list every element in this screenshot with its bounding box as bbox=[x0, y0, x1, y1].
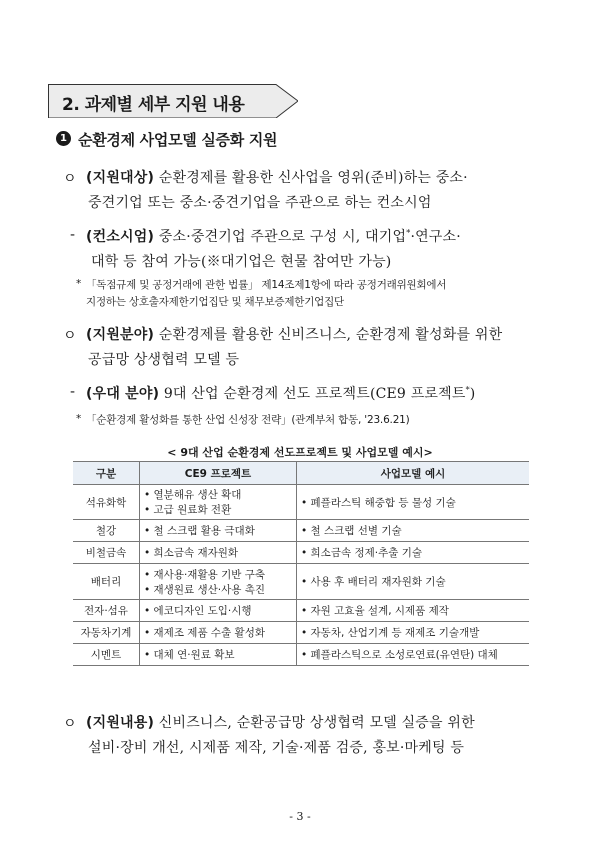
paragraph-consortium-line1: (컨소시엄) 중소·중견기업 주관으로 구성 시, 대기업*·연구소· bbox=[86, 228, 461, 245]
row-category: 비철금속 bbox=[73, 542, 140, 564]
row-model: • 사용 후 배터리 재자원화 기술 bbox=[297, 564, 530, 600]
subsection-number-badge: 1 bbox=[56, 131, 71, 146]
row-category: 석유화학 bbox=[73, 485, 140, 520]
row-model: • 폐플라스틱 해중합 등 물성 기술 bbox=[297, 485, 530, 520]
table-row bbox=[73, 644, 529, 666]
table-row bbox=[73, 485, 529, 520]
paragraph-field-line1: (지원분야) 순환경제를 활용한 신비즈니스, 순환경제 활성화를 위한 bbox=[86, 327, 503, 343]
subsection-title: 순환경제 사업모델 실증화 지원 bbox=[78, 131, 278, 149]
paragraph-field-line2: 공급망 상생협력 모델 등 bbox=[88, 352, 240, 368]
table-row bbox=[73, 564, 529, 600]
row-category: 시멘트 bbox=[73, 644, 140, 666]
paragraph-label: (우대 분야) bbox=[86, 386, 160, 402]
paragraph-target-line1: (지원대상) 순환경제를 활용한 신사업을 영위(준비)하는 중소· bbox=[86, 170, 468, 186]
row-model: • 폐플라스틱으로 소성로연료(유연탄) 대체 bbox=[297, 644, 530, 666]
section-title: 2. 과제별 세부 지원 내용 bbox=[62, 95, 245, 115]
table-row bbox=[73, 600, 529, 622]
row-ce9: • 철 스크랩 활용 극대화 bbox=[140, 520, 297, 542]
paragraph-preferred-line1: (우대 분야) 9대 산업 순환경제 선도 프로젝트(CE9 프로젝트*) bbox=[86, 385, 476, 402]
row-ce9: • 대체 연·원료 확보 bbox=[140, 644, 297, 666]
footnote-marker: * bbox=[76, 278, 82, 290]
page-number: - 3 - bbox=[289, 810, 311, 823]
paragraph-label: (지원내용) bbox=[86, 715, 155, 731]
row-ce9: • 희소금속 재자원화 bbox=[140, 542, 297, 564]
footnote-strategy: 「순환경제 활성화를 통한 산업 신성장 전략」(관계부처 합동, '23.6.21) bbox=[86, 414, 410, 426]
row-category: 배터리 bbox=[73, 564, 140, 600]
paragraph-content-line1: (지원내용) 신비즈니스, 순환공급망 상생협력 모델 실증을 위한 bbox=[86, 715, 475, 731]
row-model: • 희소금속 정제·추출 기술 bbox=[297, 542, 530, 564]
bullet-dash-marker: - bbox=[70, 227, 76, 243]
table-row bbox=[73, 622, 529, 644]
bullet-circle-marker: ㅇ bbox=[63, 328, 77, 344]
paragraph-target-line2: 중견기업 또는 중소·중견기업을 주관으로 하는 컨소시엄 bbox=[88, 195, 432, 211]
footnote-line2: 지정하는 상호출자제한기업집단 및 채무보증제한기업집단 bbox=[86, 296, 344, 308]
row-model: • 철 스크랩 선별 기술 bbox=[297, 520, 530, 542]
bullet-circle-marker: ㅇ bbox=[63, 716, 77, 732]
bullet-circle-marker: ㅇ bbox=[63, 171, 77, 187]
row-ce9: • 열분해유 생산 확대 • 고급 원료화 전환 bbox=[140, 485, 297, 520]
header-model: 사업모델 예시 bbox=[297, 462, 530, 485]
row-model: • 자원 고효율 설계, 시제품 제작 bbox=[297, 600, 530, 622]
row-category: 철강 bbox=[73, 520, 140, 542]
row-model: • 자동차, 산업기계 등 재제조 기술개발 bbox=[297, 622, 530, 644]
paragraph-label: (지원분야) bbox=[86, 327, 155, 343]
row-category: 자동차기계 bbox=[73, 622, 140, 644]
bullet-dash-marker: - bbox=[70, 384, 76, 400]
table-header-row bbox=[73, 462, 529, 485]
paragraph-label: (컨소시엄) bbox=[86, 229, 155, 245]
row-category: 전자·섬유 bbox=[73, 600, 140, 622]
paragraph-label: (지원대상) bbox=[86, 170, 155, 186]
row-ce9: • 재제조 제품 수출 활성화 bbox=[140, 622, 297, 644]
header-ce9: CE9 프로젝트 bbox=[140, 462, 297, 485]
ce9-table bbox=[73, 461, 529, 666]
paragraph-content-line2: 설비·장비 개선, 시제품 제작, 기술·제품 검증, 홍보·마케팅 등 bbox=[88, 740, 465, 756]
row-ce9: • 재사용·재활용 기반 구축 • 재생원료 생산·사용 촉진 bbox=[140, 564, 297, 600]
table-row bbox=[73, 542, 529, 564]
table-title: < 9대 산업 순환경제 선도프로젝트 및 사업모델 예시> bbox=[167, 446, 433, 459]
row-ce9: • 에코디자인 도입·시행 bbox=[140, 600, 297, 622]
paragraph-consortium-line2: 대학 등 참여 가능(※대기업은 현물 참여만 가능) bbox=[91, 254, 392, 270]
table-row bbox=[73, 520, 529, 542]
footnote-marker: * bbox=[76, 413, 82, 425]
footnote-line1: 「독점규제 및 공정거래에 관한 법률」 제14조제1항에 따라 공정거래위원회에서 bbox=[86, 279, 447, 291]
header-category: 구분 bbox=[73, 462, 140, 485]
